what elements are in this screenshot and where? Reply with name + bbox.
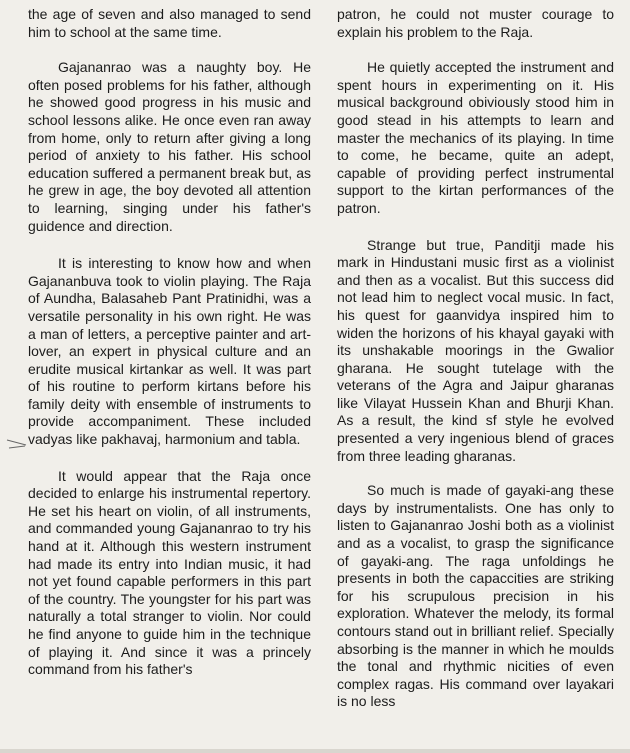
- paragraph: He quietly accepted the instrument and spent hours in experimenting on it. His musical background obiviously stood him in good stead in his attempts to learn and master the mechanics of its playing. In time to come, he became, quite an adept, capable of providing perfect instrumental support to the kirtan performances of the patron.: [337, 59, 614, 216]
- paragraph: It is interesting to know how and when Gajananbuva took to violin playing. The Raja of Aundha, Balasaheb Pant Pratinidhi, was a versatile personality in his own right. He was a man of letters, a perceptive painter and art-lover, an expert in physical culture and an erudite musical kirtankar as well. It was part of his routine to perform kirtans before his family deity with ensemble of instruments to provide accompaniment. These included vadyas like pakhavaj, harmonium and tabla.: [28, 255, 311, 448]
- paragraph: Strange but true, Panditji made his mark in Hindustani music first as a violinist and then as a vocalist. But this success did not lead him to neglect vocal music. In fact, his quest for gaanvidya inspired him to widen the horizons of his khayal gayaki with its unshakable moorings in the Gwalior gharana. He sought tutelage with the veterans of the Agra and Jaipur gharanas like Vilayat Hussein Khan and Bhurji Khan. As a result, the kind sf style he evolved presented a very ingenious blend of graces from three leading gharanas.: [337, 236, 614, 464]
- paragraph: It would appear that the Raja once decided to enlarge his instrumental repertory. He set his heart on violin, of all instruments, and commanded young Gajananrao to try his hand at it. Although this western instrument had made its entry into Indian music, it had not yet found capable performers in this part of the country. The youngster for his part was naturally a total stranger to violin. Nor could he find anyone to guide him in the technique of playing it. And since it was a princely command from his father's: [28, 467, 311, 678]
- paragraph: Gajananrao was a naughty boy. He often posed problems for his father, although he showed good progress in his music and school lessons alike. He once even ran away from home, only to return after giving a long period of anxiety to his father. His school education suffered a permanent break but, as he grew in age, the boy devoted all attention to learning, singing under his father's guidence and direction.: [28, 59, 311, 234]
- pencil-mark-icon: [6, 437, 28, 451]
- page-bottom-edge: [0, 749, 630, 753]
- left-column: [28, 6, 311, 679]
- right-column: [337, 6, 614, 711]
- paragraph: patron, he could not muster courage to explain his problem to the Raja.: [337, 6, 614, 40]
- paragraph: So much is made of gayaki-ang these days by instrumentalists. One has only to listen to Gajananrao Joshi both as a violinist and as a vocalist, to grasp the significance of gayaki-ang. The raga unfoldings he presents in both the capaccities are striking for his scrupulous precision in his exploration. Whatever the melody, its formal contours stand out in brilliant relief. Specially absorbing is the manner in which he moulds the tonal and rhythmic nicities of even complex ragas. His command over layakari is no less: [337, 482, 614, 710]
- paragraph: the age of seven and also managed to send him to school at the same time.: [28, 6, 311, 40]
